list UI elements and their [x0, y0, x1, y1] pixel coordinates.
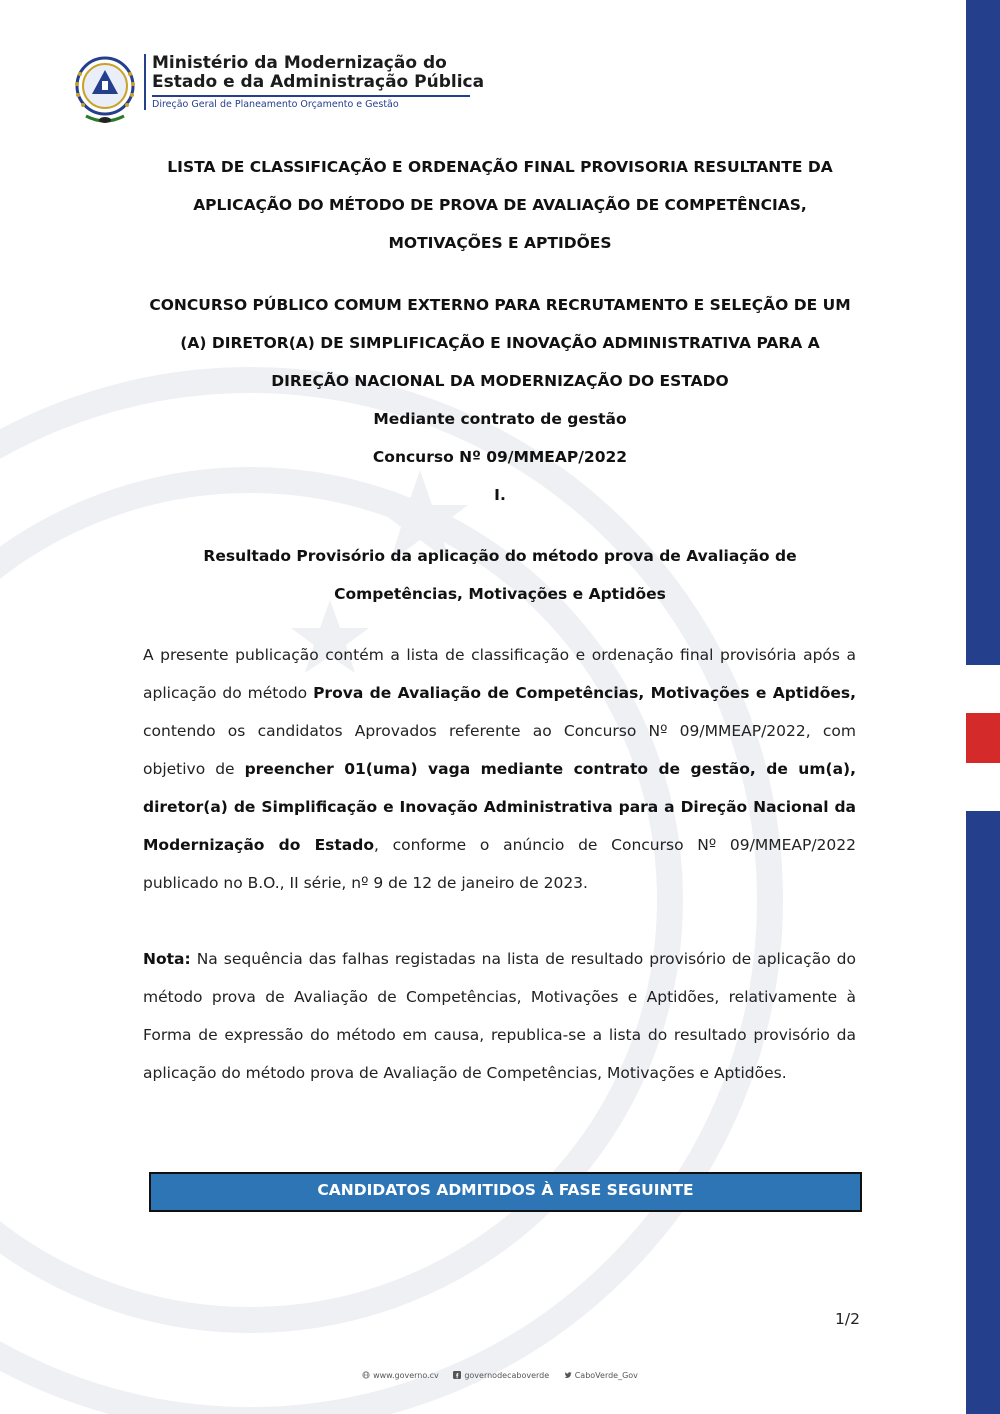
- title-line-2: APLICAÇÃO DO MÉTODO DE PROVA DE AVALIAÇÃO DE COMPETÊNCIAS,: [193, 196, 807, 214]
- contest-line-1: CONCURSO PÚBLICO COMUM EXTERNO PARA RECRUTAMENTO E SELEÇÃO DE UM: [149, 296, 851, 314]
- note-label: Nota:: [143, 950, 191, 968]
- contest-line-2: (A) DIRETOR(A) DE SIMPLIFICAÇÃO E INOVAÇÃO ADMINISTRATIVA PARA A: [180, 334, 820, 352]
- side-stripe-red: [966, 713, 1000, 763]
- ministry-divider: [152, 95, 470, 97]
- twitter-icon: [564, 1371, 572, 1379]
- ministry-name-line1: Ministério da Modernização do: [152, 53, 447, 73]
- contest-line-3: DIREÇÃO NACIONAL DA MODERNIZAÇÃO DO ESTADO: [271, 372, 729, 390]
- footer-website[interactable]: [362, 1371, 439, 1380]
- department-name: Direção Geral de Planeamento Orçamento e Gestão: [152, 99, 399, 110]
- facebook-icon: [453, 1371, 461, 1379]
- note-paragraph: [143, 940, 856, 1092]
- publication-paragraph: [143, 636, 856, 902]
- paragraph-text-3: , conforme o anúncio de Concurso Nº 09/MMEAP/2022 publicado no B.O., II série, nº 9 de 12 de janeiro de 2023.: [143, 836, 856, 892]
- footer-twitter-text: CaboVerde_Gov: [574, 1371, 638, 1380]
- ministry-name-line2: Estado e da Administração Pública: [152, 72, 485, 92]
- note-text: Na sequência das falhas registadas na lista de resultado provisório de aplicação do método prova de Avaliação de Competências, Motivações e Aptidões, relativamente à Forma de expressão do método em causa, republica-se a lista do resultado provisório da aplicação do método prova de Avaliação de Competências, Motivações e Aptidões.: [143, 950, 856, 1082]
- contract-type: Mediante contrato de gestão: [373, 410, 627, 428]
- section-number: I.: [494, 486, 506, 504]
- paragraph-text-1: A presente publicação contém a lista de classificação e ordenação final provisória após a aplicação do método: [143, 646, 856, 702]
- title-line-3: MOTIVAÇÕES E APTIDÕES: [388, 234, 612, 252]
- section-title-line-1: Resultado Provisório da aplicação do método prova de Avaliação de: [203, 547, 797, 565]
- side-stripe-blue-top: [966, 0, 1000, 665]
- contest-block: [140, 286, 860, 514]
- contest-number: Concurso Nº 09/MMEAP/2022: [372, 448, 628, 466]
- footer-website-text: www.governo.cv: [373, 1371, 439, 1380]
- footer-facebook-text: governodecaboverde: [464, 1371, 550, 1380]
- cabo-verde-coat-of-arms-icon: [72, 54, 138, 130]
- paragraph-text-2: contendo os candidatos Aprovados referente ao Concurso Nº 09/MMEAP/2022, com objetivo de: [143, 722, 856, 778]
- paragraph-bold-1: Prova de Avaliação de Competências, Motivações e Aptidões,: [313, 684, 856, 702]
- ministry-name-block: [144, 54, 484, 110]
- document-title: [140, 148, 860, 262]
- ministry-header: [72, 54, 484, 130]
- section-title-line-2: Competências, Motivações e Aptidões: [334, 585, 666, 603]
- footer-twitter[interactable]: [564, 1371, 638, 1380]
- paragraph-bold-2: preencher 01(uma) vaga mediante contrato de gestão, de um(a), diretor(a) de Simplificação e Inovação Administrativa para a Direção Nacional da Modernização do Estado: [143, 760, 856, 854]
- side-stripe-blue-bottom: [966, 811, 1000, 1414]
- admitted-candidates-banner: CANDIDATOS ADMITIDOS À FASE SEGUINTE: [149, 1172, 862, 1212]
- footer-facebook[interactable]: [453, 1371, 549, 1380]
- title-line-1: LISTA DE CLASSIFICAÇÃO E ORDENAÇÃO FINAL PROVISORIA RESULTANTE DA: [167, 158, 833, 176]
- section-title: [140, 537, 860, 613]
- globe-icon: [362, 1371, 370, 1379]
- footer: [0, 1371, 1000, 1380]
- page-number: 1/2: [835, 1310, 860, 1328]
